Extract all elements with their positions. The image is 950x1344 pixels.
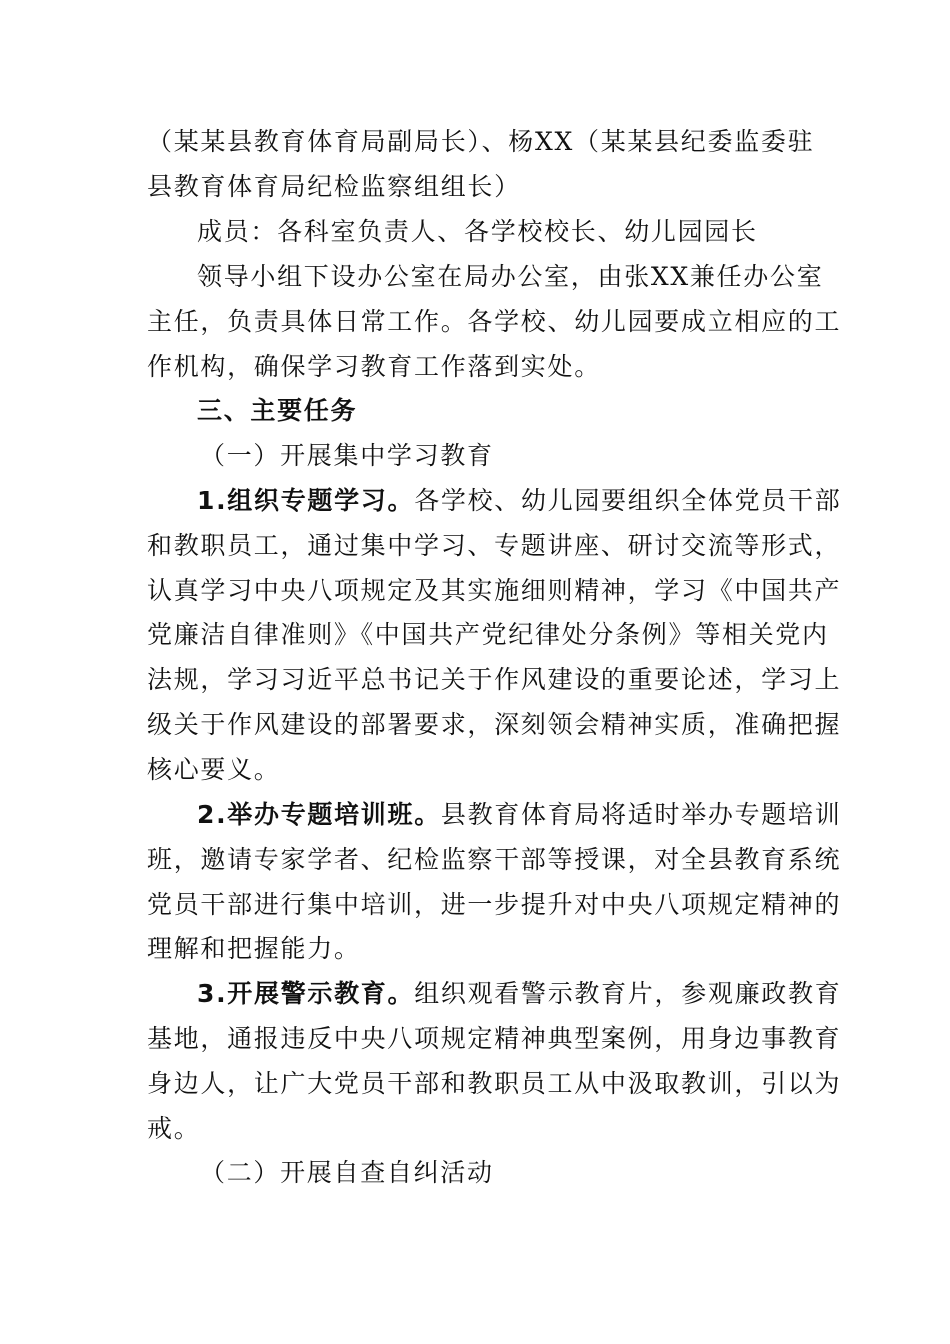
- text-line: 党廉洁自律准则》《中国共产党纪律处分条例》等相关党内: [147, 620, 829, 649]
- item-1-text: 各学校、幼儿园要组织全体党员干部: [414, 486, 842, 515]
- text-line: 县教育体育局纪检监察组组长）: [147, 172, 521, 201]
- text-line: 认真学习中央八项规定及其实施细则精神，学习《中国共产: [147, 576, 842, 605]
- item-3-text: 组织观看警示教育片，参观廉政教育: [414, 979, 842, 1008]
- text-line: 党员干部进行集中培训，进一步提升对中央八项规定精神的: [147, 890, 842, 919]
- text-line: 理解和把握能力。: [147, 934, 361, 963]
- item-1-first-line: [197, 486, 877, 516]
- text-line: 身边人，让广大党员干部和教职员工从中汲取教训，引以为: [147, 1069, 842, 1098]
- item-1-lead: 1.组织专题学习。: [197, 486, 415, 515]
- text-line: 作机构，确保学习教育工作落到实处。: [147, 352, 601, 381]
- text-line: 戒。: [147, 1114, 201, 1143]
- paragraph-start: 领导小组下设办公室在局办公室，由张XX兼任办公室: [197, 262, 824, 291]
- text-line: 法规，学习习近平总书记关于作风建设的重要论述，学习上: [147, 665, 842, 694]
- section-heading: 三、主要任务: [197, 396, 358, 425]
- item-3-first-line: [197, 979, 877, 1009]
- subsection-heading: （二）开展自查自纠活动: [200, 1158, 494, 1187]
- text-line: 班，邀请专家学者、纪检监察干部等授课，对全县教育系统: [147, 845, 842, 874]
- text-line: 和教职员工，通过集中学习、专题讲座、研讨交流等形式，: [147, 531, 842, 560]
- text-line: （某某县教育体育局副局长）、杨XX（某某县纪委监委驻: [147, 127, 815, 156]
- item-2-lead: 2.举办专题培训班。: [197, 800, 441, 829]
- item-2-first-line: [197, 800, 877, 830]
- text-line: 级关于作风建设的部署要求，深刻领会精神实质，准确把握: [147, 710, 842, 739]
- subsection-heading: （一）开展集中学习教育: [200, 441, 494, 470]
- item-2-text: 县教育体育局将适时举办专题培训: [440, 800, 842, 829]
- item-3-lead: 3.开展警示教育。: [197, 979, 415, 1008]
- members-line: 成员：各科室负责人、各学校校长、幼儿园园长: [197, 217, 758, 246]
- text-line: 核心要义。: [147, 755, 281, 784]
- text-line: 基地，通报违反中央八项规定精神典型案例，用身边事教育: [147, 1024, 842, 1053]
- text-line: 主任，负责具体日常工作。各学校、幼儿园要成立相应的工: [147, 307, 842, 336]
